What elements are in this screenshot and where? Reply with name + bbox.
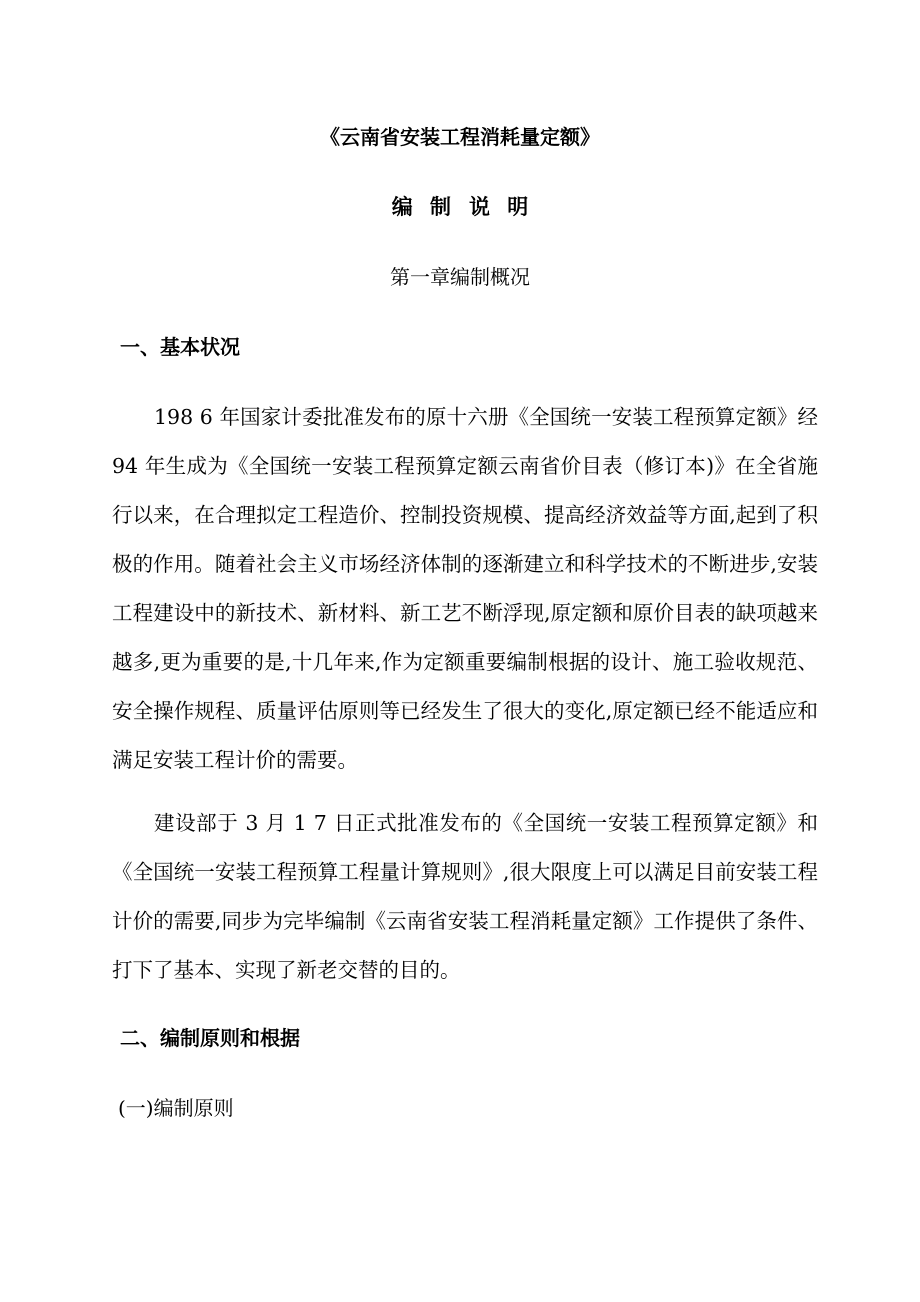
subtitle-part-2: 说 明 <box>469 195 529 219</box>
document-title: 《云南省安装工程消耗量定额》 <box>320 125 600 149</box>
subsection-1-heading: (一)编制原则 <box>118 1096 234 1120</box>
subtitle-part-1: 编 制 <box>391 195 451 219</box>
section-1-heading: 一、基本状况 <box>120 335 240 359</box>
chapter-heading: 第一章编制概况 <box>390 265 530 289</box>
section-2-heading: 二、编制原则和根据 <box>120 1026 300 1050</box>
section-1-paragraph-1: 198 6 年国家计委批准发布的原十六册《全国统一安装工程预算定额》经 94 年生成为《全国统一安装工程预算定额云南省价目表（修订本)》在全省施行以来，在合理拟定工程造价、控制投资规模、提高经济效益等方面,起到了积极的作用。随着社会主义市场经济体制的逐渐建立和科学技术的不断进步,安装工程建设中的新技术、新材料、新工艺不断浮现,原定额和原价目表的缺项越来越多,更为重要的是,十几年来,作为定额重要编制根据的设计、施工验收规范、安全操作规程、质量评估原则等已经发生了很大的变化,原定额已经不能适应和满足安装工程计价的需要。 <box>112 405 818 772</box>
document-subtitle <box>0 191 920 223</box>
section-1-paragraph-2: 建设部于 3 月 1 7 日正式批准发布的《全国统一安装工程预算定额》和《全国统一安装工程预算工程量计算规则》,很大限度上可以满足目前安装工程计价的需要,同步为完毕编制《云南省安装工程消耗量定额》工作提供了条件、打下了基本、实现了新老交替的目的。 <box>112 811 818 982</box>
